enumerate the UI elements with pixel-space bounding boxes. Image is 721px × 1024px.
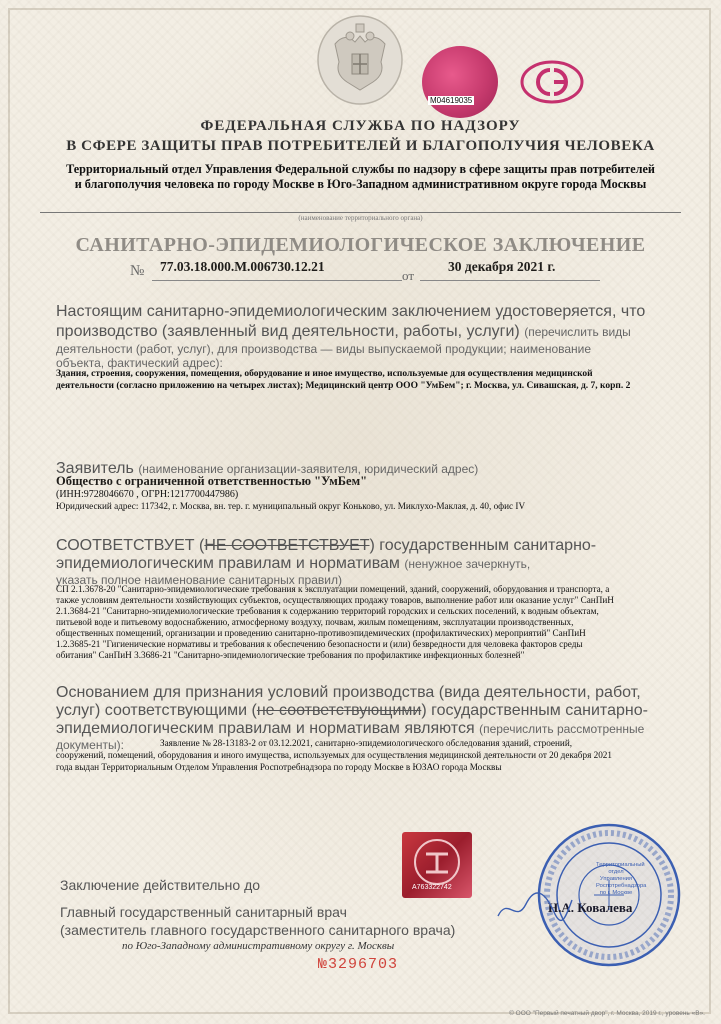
basis-documents-line1: Заявление № 28-13183-2 от 03.12.2021, санитарно-эпидемиологического обследования зданий, строений, xyxy=(160,738,573,748)
section1-line2-big: производство (заявленный вид деятельности, работы, услуги) xyxy=(56,323,520,340)
section1-line1: Настоящим санитарно-эпидемиологическим заключением удостоверяется, что xyxy=(56,303,646,320)
section1-line3: деятельности (работ, услуг), для производства — виды выпускаемой продукции; наименование xyxy=(56,342,592,356)
hologram-code: M04619035 xyxy=(430,96,473,105)
chief-doctor-deputy: (заместитель главного государственного санитарного врача) xyxy=(60,922,456,938)
signature-scribble-icon xyxy=(494,886,574,926)
section1-line2 xyxy=(56,323,631,341)
stamp-inner-text: Территориальный отдел Управления Роспотребнадзора по г. Москве xyxy=(596,862,647,896)
conformity-line1: СООТВЕТСТВУЕТ (НЕ СООТВЕТСТВУЕТ) государственным санитарно- xyxy=(56,537,597,554)
basis-line4: документы): xyxy=(56,738,124,752)
security-code: А763322742 xyxy=(412,884,452,891)
valid-until-label: Заключение действительно до xyxy=(60,877,261,893)
signature-name: Н.А. Ковалева xyxy=(548,900,633,915)
sanitary-rule-line: 1.2.3685-21 "Гигиенические нормативы и требования к обеспечению безопасности и (или) безвредности для человека факторов среды xyxy=(56,639,583,649)
sanitary-rule-line: питьевой воде и питьевому водоснабжению, атмосферному воздуху, почвам, жилым помещениям, эксплуатации производственных, xyxy=(56,617,574,627)
date-label: от xyxy=(402,268,415,283)
hologram-seal-icon xyxy=(422,46,498,118)
territorial-office-line1: Территориальный отдел Управления Федеральной службы по надзору в сфере защиты прав потребителей xyxy=(66,162,655,176)
sanitary-rule-line: 2.1.3684-21 "Санитарно-эпидемиологические требования к содержанию территорий городских и сельских поселений, к водным объектам, xyxy=(56,606,599,616)
object-description-line2: деятельности (согласно приложению на четырех листах); Медицинский центр ООО "УмБем"; г. Москва, ул. Сивашская, д. 7, корп. 2 xyxy=(56,381,631,391)
basis-line3-big: эпидемиологическим правилам и нормативам являются xyxy=(56,720,475,737)
divider xyxy=(40,212,681,213)
number-label: № xyxy=(130,263,145,279)
section1-line2-small: (перечислить виды xyxy=(524,325,631,339)
date-underline xyxy=(420,280,600,281)
sanitary-rule-line: общественных помещений, организации и проведению санитарно-противоэпидемических (профилактических) мероприятий" СанПиН xyxy=(56,628,586,638)
agency-title-line1: ФЕДЕРАЛЬНАЯ СЛУЖБА ПО НАДЗОРУ xyxy=(200,118,521,134)
sanitary-rules-list xyxy=(56,584,614,661)
document-title: САНИТАРНО-ЭПИДЕМИОЛОГИЧЕСКОЕ ЗАКЛЮЧЕНИЕ xyxy=(75,234,646,256)
conformity-line2-big: эпидемиологическим правилам и нормативам xyxy=(56,555,400,572)
sanitary-rule-line: обитания" СанПиН 3.3686-21 "Санитарно-эпидемиологические требования по профилактике инфекционных болезней" xyxy=(56,650,525,660)
ce-mark-icon xyxy=(520,60,584,104)
conformity-line3: указать полное наименование санитарных правил) xyxy=(56,573,342,587)
object-description-line1: Здания, строения, сооружения, помещения, оборудование и иное имущество, используемые для осуществления медицинской xyxy=(56,369,593,379)
applicant-address: Юридический адрес: 117342, г. Москва, вн. тер. г. муниципальный округ Коньково, ул. Миклухо-Маклая, д. 40, офис IV xyxy=(56,501,526,511)
conformity-rest: государственным санитарно- xyxy=(379,537,597,554)
document-number: 77.03.18.000.М.006730.12.21 xyxy=(160,259,325,274)
basis-line2-a: услуг) соответствующими ( xyxy=(56,702,257,719)
chief-doctor-region: по Юго-Западному административному округу г. Москвы xyxy=(122,940,395,952)
agency-title-line2: В СФЕРЕ ЗАЩИТЫ ПРАВ ПОТРЕБИТЕЛЕЙ И БЛАГОПОЛУЧИЯ ЧЕЛОВЕКА xyxy=(66,138,655,154)
conforms-word: СООТВЕТСТВУЕТ xyxy=(56,537,195,554)
coat-of-arms-icon xyxy=(315,14,405,106)
territorial-office-line2: и благополучия человека по городу Москве в Юго-Западном административном округе города Москвы xyxy=(74,177,647,191)
number-underline xyxy=(152,280,402,281)
applicant-ids: (ИНН:9728046670 , ОГРН:1217700447986) xyxy=(56,489,239,500)
printer-imprint: © ООО "Первый печатный двор", г. Москва, 2019 г., уровень «В». xyxy=(509,1010,705,1017)
sanitary-rule-line: СП 2.1.3678-20 "Санитарно-эпидемиологические требования к эксплуатации помещений, зданий, сооружений, оборудования и транспорта, а xyxy=(56,584,610,594)
applicant-label-small: (наименование организации-заявителя, юридический адрес) xyxy=(138,462,479,476)
basis-line2-b: ) государственным санитарно- xyxy=(421,702,648,719)
basis-line2-struck: не соответствующими xyxy=(256,702,422,719)
not-conforms-word: НЕ СООТВЕТСТВУЕТ xyxy=(204,537,370,554)
conformity-line2-small: (ненужное зачеркнуть, xyxy=(404,557,531,571)
territorial-office xyxy=(0,162,721,192)
conformity-line2 xyxy=(56,555,530,573)
basis-documents-line2: сооружений, помещений, оборудования и иного имущества, используемых для осуществления медицинской деятельности от 20 декабря 2021 xyxy=(56,750,612,760)
basis-line2 xyxy=(56,702,648,720)
basis-line1: Основанием для признания условий производства (вида деятельности, работ, xyxy=(56,684,641,701)
basis-documents-line3: года выдан Территориальным Отделом Управления Роспотребнадзора по городу Москве в ЮЗАО города Москвы xyxy=(56,762,502,772)
document-date: 30 декабря 2021 г. xyxy=(448,259,556,274)
applicant-company: Общество с ограниченной ответственностью "УмБем" xyxy=(56,474,368,488)
sanitary-rule-line: также условиям деятельности хозяйствующих субъектов, осуществляющих продажу товаров, выполнение работ или оказание услуг" СанПиН xyxy=(56,595,614,605)
basis-line3-small: (перечислить рассмотренные xyxy=(479,722,645,736)
territorial-caption: (наименование территориального органа) xyxy=(298,214,423,222)
basis-line3 xyxy=(56,720,644,738)
applicant-label-big: Заявитель xyxy=(56,460,134,477)
chief-doctor-title: Главный государственный санитарный врач xyxy=(60,904,347,920)
section1-line4: объекта, фактический адрес): xyxy=(56,356,223,370)
form-number: №3296703 xyxy=(318,956,399,973)
